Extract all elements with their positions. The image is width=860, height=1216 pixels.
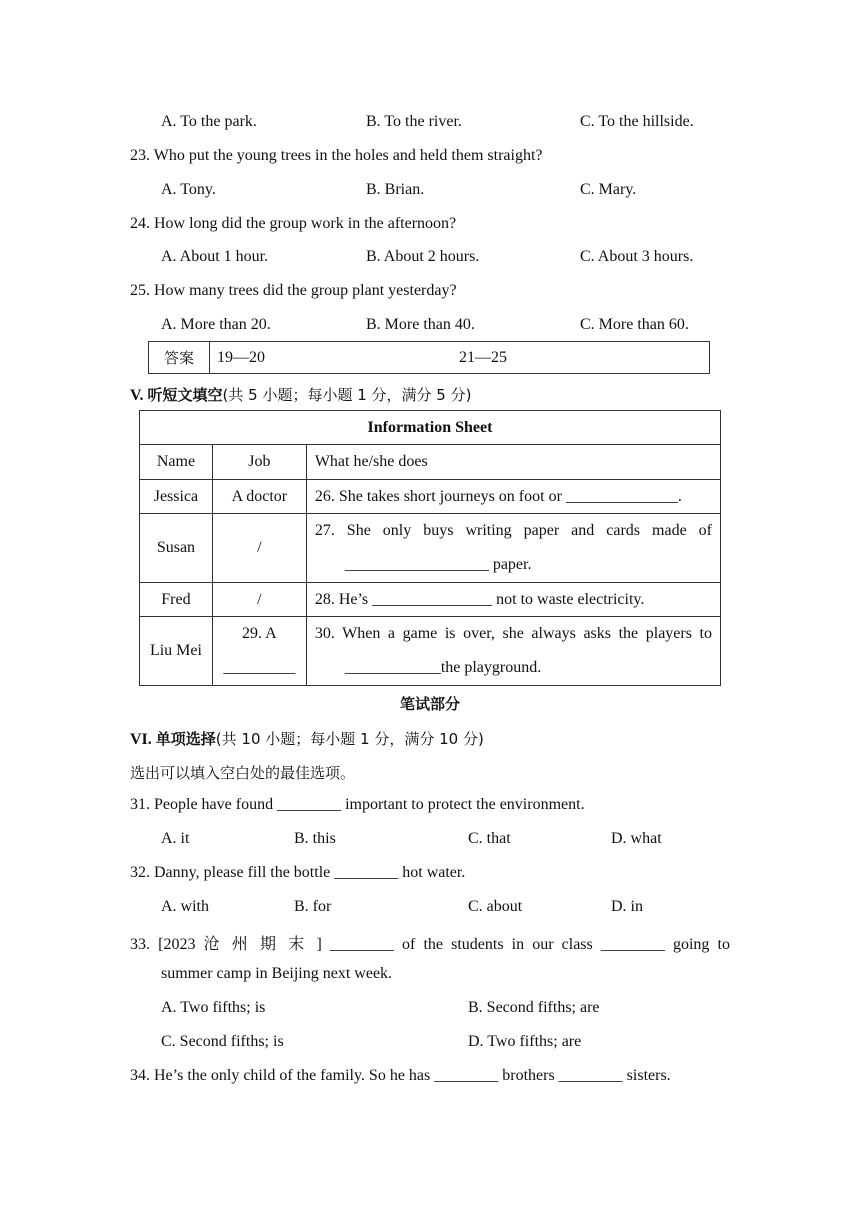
q34-stem: 34. He’s the only child of the family. So he has ________ brothers ________ sisters. xyxy=(130,1067,671,1084)
row-name: Liu Mei xyxy=(140,617,213,686)
q31-option-a: A. it xyxy=(161,830,190,847)
table-row xyxy=(140,514,721,583)
row-does xyxy=(306,514,720,583)
row-does-line-2: __________________ paper. xyxy=(344,556,532,573)
section-vi-title: 单项选择 xyxy=(155,730,216,748)
q25-option-b: B. More than 40. xyxy=(366,316,475,333)
table-title: Information Sheet xyxy=(140,411,721,445)
section-v-number: V. xyxy=(130,387,144,404)
row-job-line-1: 29. A xyxy=(242,625,277,642)
q33-stem-line-2: summer camp in Beijing next week. xyxy=(161,965,393,982)
row-job: / xyxy=(212,583,306,617)
row-job xyxy=(212,617,306,686)
q31-option-d: D. what xyxy=(611,830,662,847)
q25-option-c: C. More than 60. xyxy=(580,316,689,333)
q23-option-c: C. Mary. xyxy=(580,181,637,198)
answer-range-2: 21—25 xyxy=(459,349,507,366)
answer-range-1: 19—20 xyxy=(217,349,265,366)
q23-stem: 23. Who put the young trees in the holes and held them straight? xyxy=(130,147,543,164)
q25-stem: 25. How many trees did the group plant yesterday? xyxy=(130,282,457,299)
q24-option-a: A. About 1 hour. xyxy=(161,248,269,265)
row-does: 28. He’s _______________ not to waste electricity. xyxy=(306,583,720,617)
row-name: Susan xyxy=(140,514,213,583)
information-sheet-table xyxy=(139,410,721,686)
q23-option-b: B. Brian. xyxy=(366,181,425,198)
row-does-line-1: 30. When a game is over, she always asks the players to xyxy=(314,625,712,642)
section-v-detail: (共 5 小题；每小题 1 分，满分 5 分) xyxy=(222,386,472,404)
q31-stem: 31. People have found ________ important to protect the environment. xyxy=(130,796,585,813)
row-job-line-2: _________ xyxy=(223,659,296,676)
table-row xyxy=(140,617,721,686)
row-job: / xyxy=(212,514,306,583)
q32-option-d: D. in xyxy=(611,898,643,915)
header-what-does: What he/she does xyxy=(306,445,720,480)
section-vi-instruction: 选出可以填入空白处的最佳选项。 xyxy=(130,764,356,782)
q24-option-c: C. About 3 hours. xyxy=(580,248,694,265)
row-does-line-2: ____________the playground. xyxy=(344,659,542,676)
q33-option-d: D. Two fifths; are xyxy=(468,1033,582,1050)
q33-stem-line-1: 33. [2023 沧 州 期 末 ] ________ of the students in our class ________ going to xyxy=(130,936,730,953)
row-job: A doctor xyxy=(212,480,306,514)
q24-option-b: B. About 2 hours. xyxy=(366,248,480,265)
row-does xyxy=(306,617,720,686)
section-vi-number: VI. xyxy=(130,731,152,748)
header-name: Name xyxy=(140,445,213,480)
q32-stem: 32. Danny, please fill the bottle ________ hot water. xyxy=(130,864,466,881)
row-does: 26. She takes short journeys on foot or ______________. xyxy=(306,480,720,514)
written-part-heading: 笔试部分 xyxy=(399,695,460,713)
section-vi-detail: (共 10 小题；每小题 1 分，满分 10 分) xyxy=(215,730,484,748)
answer-box-label: 答案 xyxy=(149,342,210,373)
header-job: Job xyxy=(212,445,306,480)
q23-option-a: A. Tony. xyxy=(161,181,216,198)
q25-option-a: A. More than 20. xyxy=(161,316,271,333)
q33-option-a: A. Two fifths; is xyxy=(161,999,266,1016)
answer-box xyxy=(148,341,710,374)
q32-option-c: C. about xyxy=(468,898,523,915)
q24-stem: 24. How long did the group work in the afternoon? xyxy=(130,215,457,232)
table-row xyxy=(140,583,721,617)
q33-option-c: C. Second fifths; is xyxy=(161,1033,284,1050)
q22-option-a: A. To the park. xyxy=(161,113,257,130)
q32-option-b: B. for xyxy=(294,898,332,915)
row-name: Jessica xyxy=(140,480,213,514)
row-name: Fred xyxy=(140,583,213,617)
q22-option-b: B. To the river. xyxy=(366,113,462,130)
row-does-line-1: 27. She only buys writing paper and cards made of xyxy=(314,522,712,539)
section-v-heading xyxy=(130,384,471,405)
q31-option-c: C. that xyxy=(468,830,511,847)
q31-option-b: B. this xyxy=(294,830,336,847)
table-row xyxy=(140,480,721,514)
q22-option-c: C. To the hillside. xyxy=(580,113,694,130)
section-vi-heading xyxy=(130,728,484,749)
q32-option-a: A. with xyxy=(161,898,209,915)
q33-option-b: B. Second fifths; are xyxy=(468,999,600,1016)
section-v-title: 听短文填空 xyxy=(147,386,223,404)
